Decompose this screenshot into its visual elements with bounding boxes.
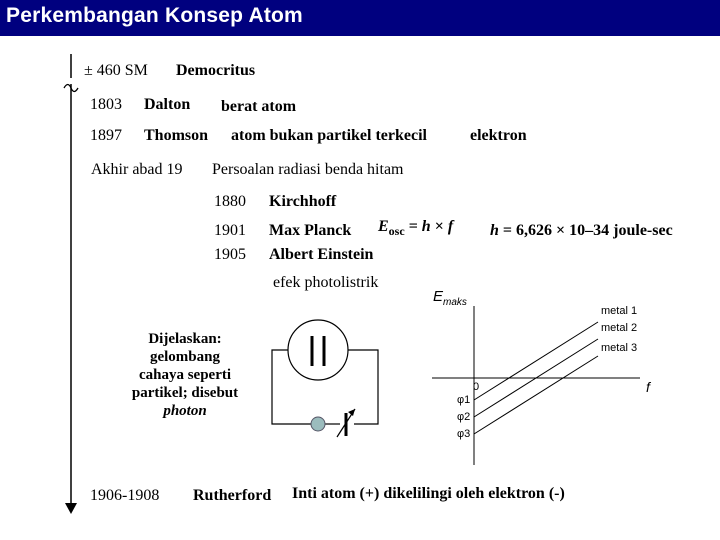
year-1906-1908: 1906-1908 [90,487,160,504]
year-1803: 1803 [90,96,122,113]
note-berat-atom: berat atom [221,98,297,115]
photon-explanation [112,330,258,420]
explanation-photon: photon [163,403,207,419]
person-democritus: Democritus [176,62,256,79]
person-max-planck: Max Planck [269,222,352,239]
meter-icon [311,417,325,431]
work-function-3: φ3 [457,428,471,440]
graph-x-label: f [646,379,650,395]
year-1905: 1905 [214,246,246,263]
metal-3-line [474,356,598,434]
metal-1-line [474,322,598,400]
work-function-2: φ2 [457,411,471,423]
graph-origin-label: 0 [473,381,480,393]
year-1880: 1880 [214,193,246,210]
wire-left [272,350,312,424]
person-kirchhoff: Kirchhoff [269,193,337,210]
note-elektron: elektron [470,127,527,144]
planck-equation: $E_{osc} = h \times f$ [378,218,454,238]
vacuum-tube [288,320,348,380]
series-label-metal-2: metal 2 [601,322,638,334]
photoelectric-circuit [272,320,378,437]
person-thomson: Thomson [144,127,209,144]
graph-y-label: $E_{maks}$ [433,288,467,308]
timeline-arrowhead [65,503,77,514]
note-atom-bukan-partikel: atom bukan partikel terkecil [231,127,427,144]
series-label-metal-1: metal 1 [601,305,638,317]
work-function-1: φ1 [457,394,471,406]
explanation-line-4: partikel; disebut [131,385,239,401]
explanation-line-3: cahaya seperti [138,367,232,383]
year-1897: 1897 [90,127,122,144]
explanation-line-1: Dijelaskan: [148,331,222,347]
note-inti-atom: Inti atom (+) dikelilingi oleh elektron (-) [292,485,565,502]
series-label-metal-3: metal 3 [601,342,638,354]
explanation-line-2: gelombang [149,349,220,365]
page-title: Perkembangan Konsep Atom [6,4,303,27]
person-dalton: Dalton [144,96,191,113]
note-efek-photolistrik: efek photolistrik [273,274,379,291]
person-albert-einstein: Albert Einstein [269,246,374,263]
year-akhir-abad-19: Akhir abad 19 [91,161,183,178]
planck-constant: h = 6,626 × 10–34 joule-sec [490,222,673,239]
year-460sm: ± 460 SM [84,62,148,79]
year-1901: 1901 [214,222,246,239]
person-rutherford: Rutherford [193,487,272,504]
note-radiasi-benda-hitam: Persoalan radiasi benda hitam [212,161,404,178]
